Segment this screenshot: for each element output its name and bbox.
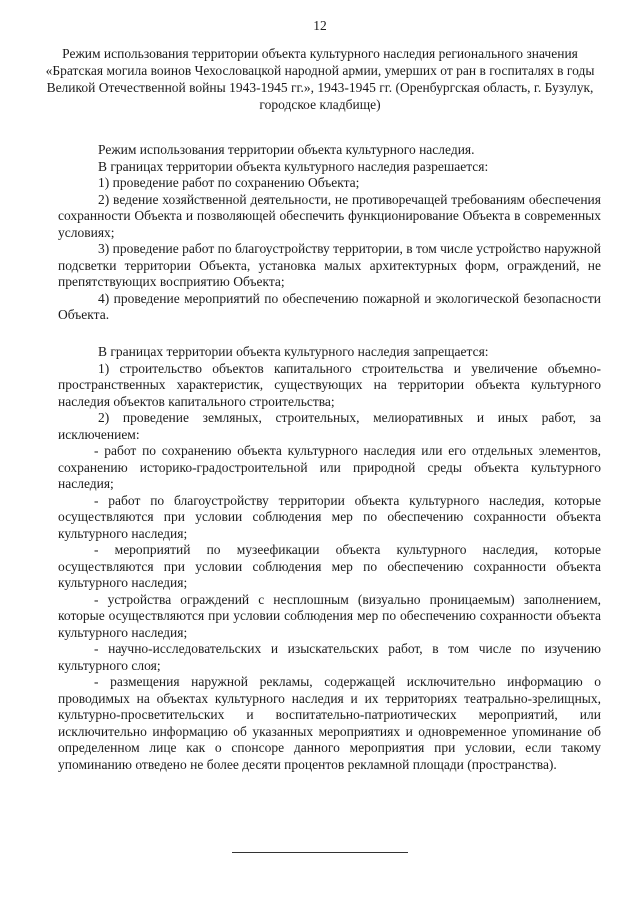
- section-intro: Режим использования территории объекта культурного наследия.: [98, 142, 475, 157]
- allowed-item-4: 4) проведение мероприятий по обеспечению пожарной и экологической безопасности Объекта.: [58, 290, 601, 322]
- forbidden-subitem-6: - размещения наружной рекламы, содержащей исключительно информацию о проводимых на объектах культурного наследия и их территориях театрально-зрелищных, культурно-просветительских и воспитательно-патриотических мероприятий, или исключительно информацию об указанных мероприятиях и одновременное упоминание об определенном лице как о спонсоре данного мероприятия при условии, если такому упоминанию отведено не более десяти процентов рекламной площади (пространства).: [58, 674, 601, 772]
- page-number: 12: [313, 18, 327, 33]
- allowed-lead: В границах территории объекта культурного наследия разрешается:: [98, 158, 489, 174]
- forbidden-subitem-1: - работ по сохранению объекта культурного наследия или его отдельных элементов, сохранению историко-градостроительной или природной среды объекта культурного наследия;: [58, 443, 601, 491]
- forbidden-section: [58, 344, 601, 773]
- forbidden-lead: В границах территории объекта культурного наследия запрещается:: [98, 344, 489, 359]
- allowed-item-1: 1) проведение работ по сохранению Объекта;: [98, 175, 360, 190]
- forbidden-subitem-2: - работ по благоустройству территории объекта культурного наследия, которые осуществляются при условии соблюдения мер по обеспечению сохранности объекта культурного наследия;: [58, 492, 601, 541]
- allowed-item-3: 3) проведение работ по благоустройству территории, в том числе устройство наружной подсветки территории Объекта, установка малых архитектурных форм, ограждений, не препятствующих восприятию Объекта;: [58, 241, 601, 289]
- closing-divider: [232, 852, 408, 853]
- document-heading: Режим использования территории объекта культурного наследия регионального значения «Братская могила воинов Чехословацкой народной армии, умерших от ран в госпиталях в годы Великой Отечественной войны 1943-1945 гг.», 1943-1945 гг. (Оренбургская область, г. Бузулук, городское кладбище): [45, 46, 595, 112]
- forbidden-subitem-4: - устройства ограждений с несплошным (визуально проницаемым) заполнением, которые осуществляются при условии соблюдения мер по обеспечению сохранности объекта культурного наследия;: [58, 591, 601, 640]
- forbidden-subitem-5: - научно-исследовательских и изыскательских работ, в том числе по изучению культурного слоя;: [58, 641, 601, 673]
- forbidden-item-2: 2) проведение земляных, строительных, мелиоративных и иных работ, за исключением:: [58, 410, 601, 442]
- allowed-section: [58, 142, 601, 324]
- forbidden-item-1: 1) строительство объектов капитального строительства и увеличение объемно-пространственных характеристик, существующих на территории объекта культурного наследия объектов капитального строительства;: [58, 360, 601, 409]
- forbidden-subitem-3: - мероприятий по музеефикации объекта культурного наследия, которые осуществляются при условии соблюдения мер по обеспечению сохранности объекта культурного наследия;: [58, 542, 601, 590]
- allowed-item-2: 2) ведение хозяйственной деятельности, не противоречащей требованиям обеспечения сохранности Объекта и позволяющей обеспечить функционирование Объекта в современных условиях;: [58, 191, 601, 240]
